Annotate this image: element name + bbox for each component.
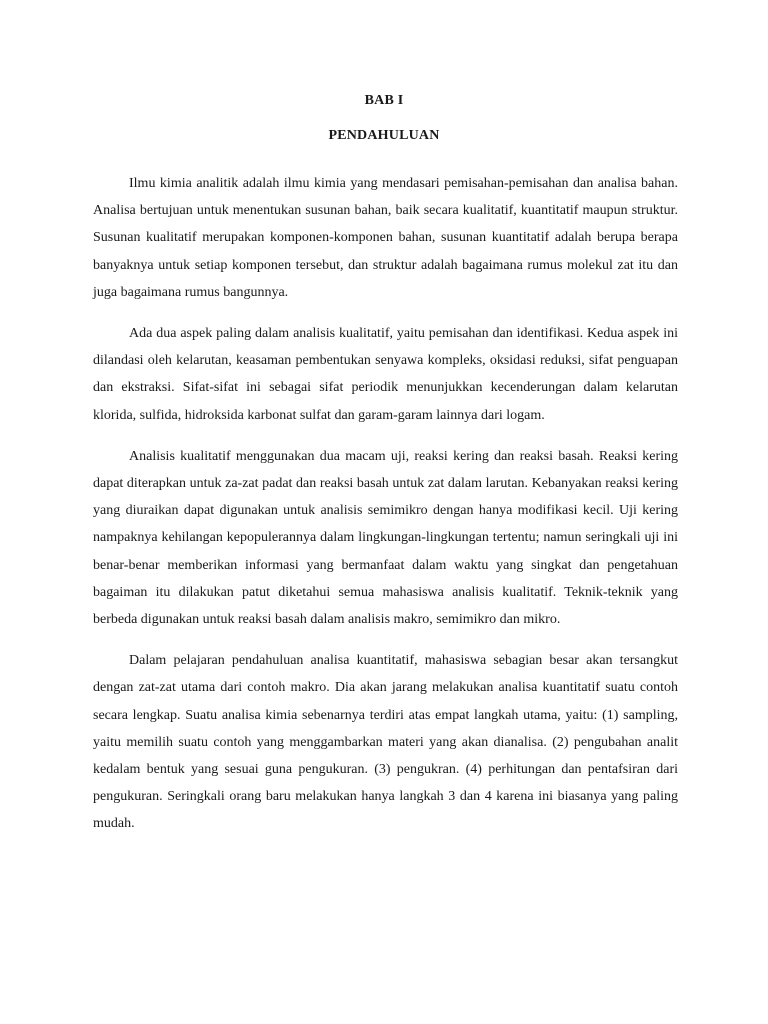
paragraph-3: Analisis kualitatif menggunakan dua macam uji, reaksi kering dan reaksi basah. Reaksi kering dapat diterapkan untuk za-zat padat dan reaksi basah untuk zat dalam larutan. Kebanyakan reaksi kering yang diuraikan dapat digunakan untuk analisis semimikro dengan hanya modifikasi kecil. Uji kering nampaknya kehilangan kepopulerannya dalam lingkungan-lingkungan tertentu; namun seringkali uji ini benar-benar memberikan informasi yang bermanfaat dalam waktu yang singkat dan pengetahuan bagaiman itu dilakukan patut diketahui semua mahasiswa analisis kualitatif. Teknik-teknik yang berbeda digunakan untuk reaksi basah dalam analisis makro, semimikro dan mikro. (93, 448, 678, 628)
paragraph-1: Ilmu kimia analitik adalah ilmu kimia yang mendasari pemisahan-pemisahan dan analisa bahan. Analisa bertujuan untuk menentukan susunan bahan, baik secara kualitatif, kuantitatif maupun struktur. Susunan kualitatif merupakan komponen-komponen bahan, susunan kuantitatif adalah berupa berapa banyaknya untuk setiap komponen tersebut, dan struktur adalah bagaimana rumus molekul zat itu dan juga bagaimana rumus bangunnya. (93, 176, 678, 300)
chapter-title: PENDAHULUAN (328, 128, 440, 143)
document-body (93, 170, 678, 852)
chapter-number: BAB I (364, 93, 404, 108)
paragraph-2: Ada dua aspek paling dalam analisis kualitatif, yaitu pemisahan dan identifikasi. Kedua aspek ini dilandasi oleh kelarutan, keasaman pembentukan senyawa kompleks, oksidasi reduksi, sifat penguapan dan ekstraksi. Sifat-sifat ini sebagai sifat periodik menunjukkan kecenderungan dalam kelarutan klorida, sulfida, hidroksida karbonat sulfat dan garam-garam lainnya dari logam. (93, 326, 678, 423)
paragraph-4: Dalam pelajaran pendahuluan analisa kuantitatif, mahasiswa sebagian besar akan tersangkut dengan zat-zat utama dari contoh makro. Dia akan jarang melakukan analisa kuantitatif suatu contoh secara lengkap. Suatu analisa kimia sebenarnya terdiri atas empat langkah utama, yaitu: (1) sampling, yaitu memilih suatu contoh yang menggambarkan materi yang akan dianalisa. (2) pengubahan analit kedalam bentuk yang sesuai guna pengukuran. (3) pengukran. (4) perhitungan dan pentafsiran dari pengukuran. Seringkali orang baru melakukan hanya langkah 3 dan 4 karena ini biasanya yang paling mudah. (93, 653, 678, 832)
